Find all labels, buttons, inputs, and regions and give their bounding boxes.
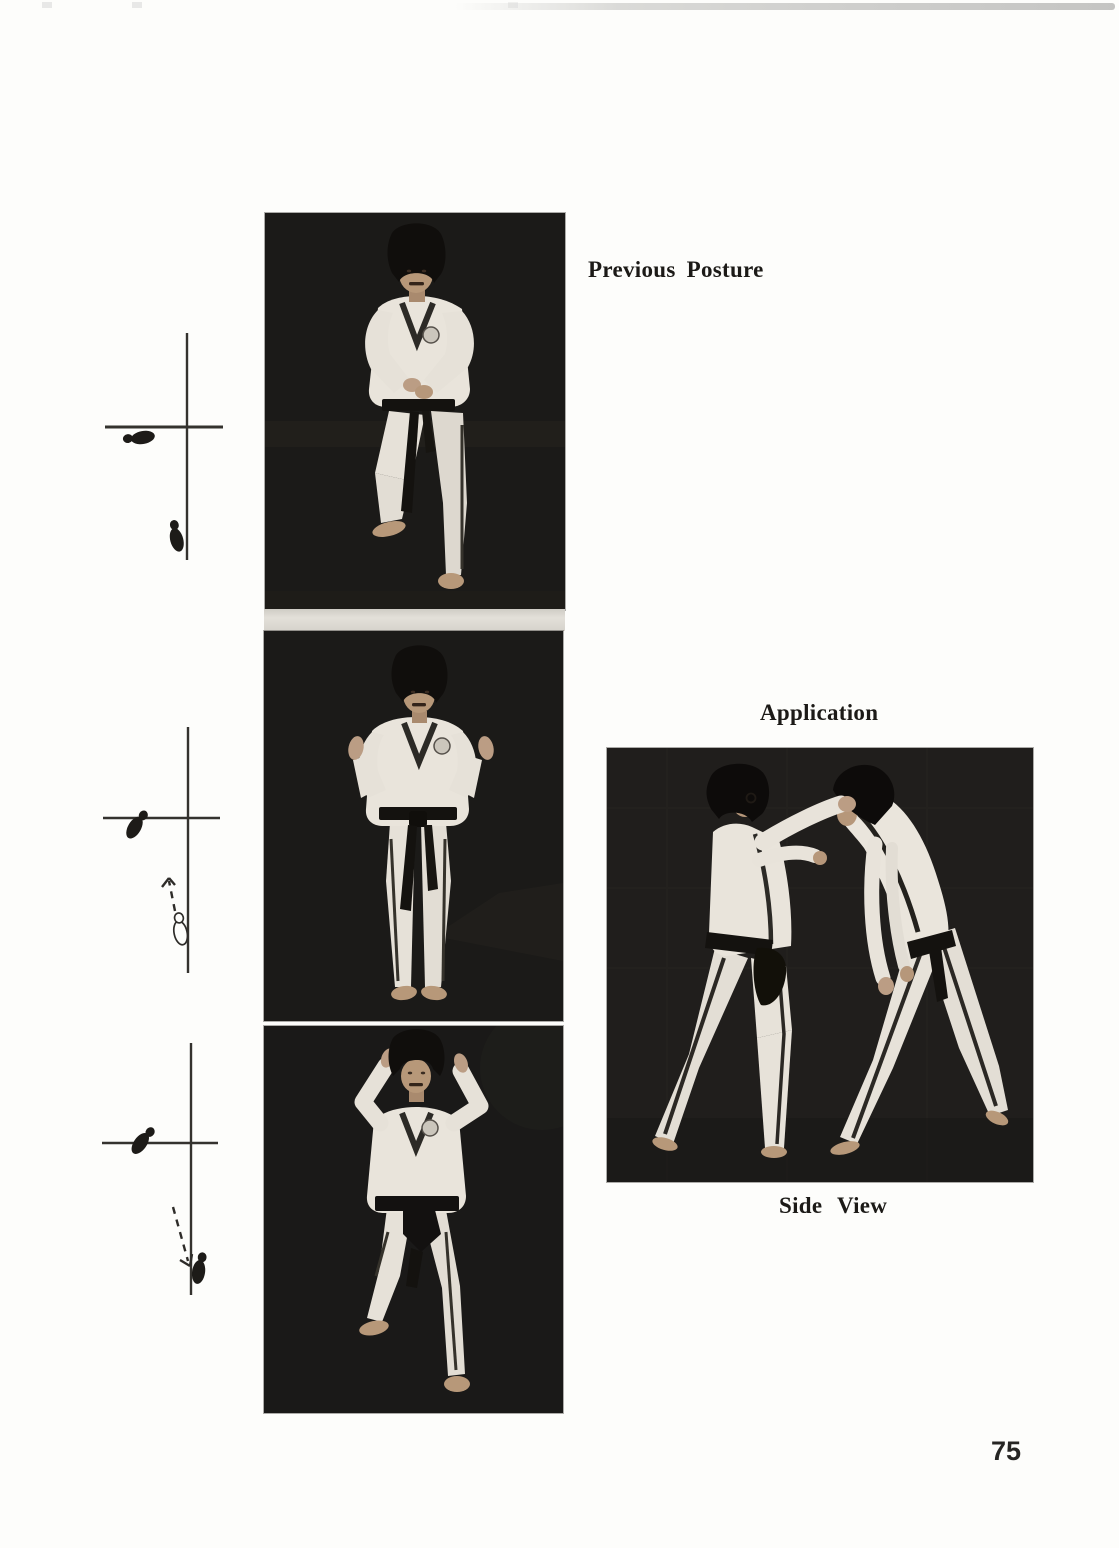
caption-previous-posture: Previous Posture [588, 257, 764, 282]
footprint-outline-icon [170, 912, 189, 946]
reference-cross [105, 333, 223, 560]
photo-application-side-view [607, 748, 1033, 1182]
foot-diagram-step-3 [100, 1035, 230, 1301]
scan-artifact-top [455, 3, 1115, 10]
footprint-icon [128, 1123, 157, 1157]
scan-artifact-dot [132, 2, 142, 8]
step-back-arrow-icon [173, 1207, 192, 1266]
reference-cross [103, 727, 220, 973]
foot-diagram-step-1 [100, 318, 230, 570]
photo-previous-posture [265, 213, 565, 610]
scan-gap-strip [264, 609, 565, 631]
scan-artifact-dot [508, 2, 518, 8]
footprint-icon [123, 807, 150, 841]
footprint-icon [190, 1251, 207, 1284]
caption-side-view: Side View [779, 1193, 888, 1218]
step-up-arrow-icon [162, 878, 175, 911]
footprint-icon [165, 519, 186, 553]
page-number: 75 [991, 1436, 1022, 1466]
photo-step-front-view-upper [264, 631, 563, 1021]
caption-application: Application [760, 700, 879, 725]
scan-artifact-dot [42, 2, 52, 8]
footprint-icon [122, 429, 156, 447]
photo-step-front-view-lower [264, 1026, 563, 1413]
foot-diagram-step-2 [100, 715, 230, 987]
